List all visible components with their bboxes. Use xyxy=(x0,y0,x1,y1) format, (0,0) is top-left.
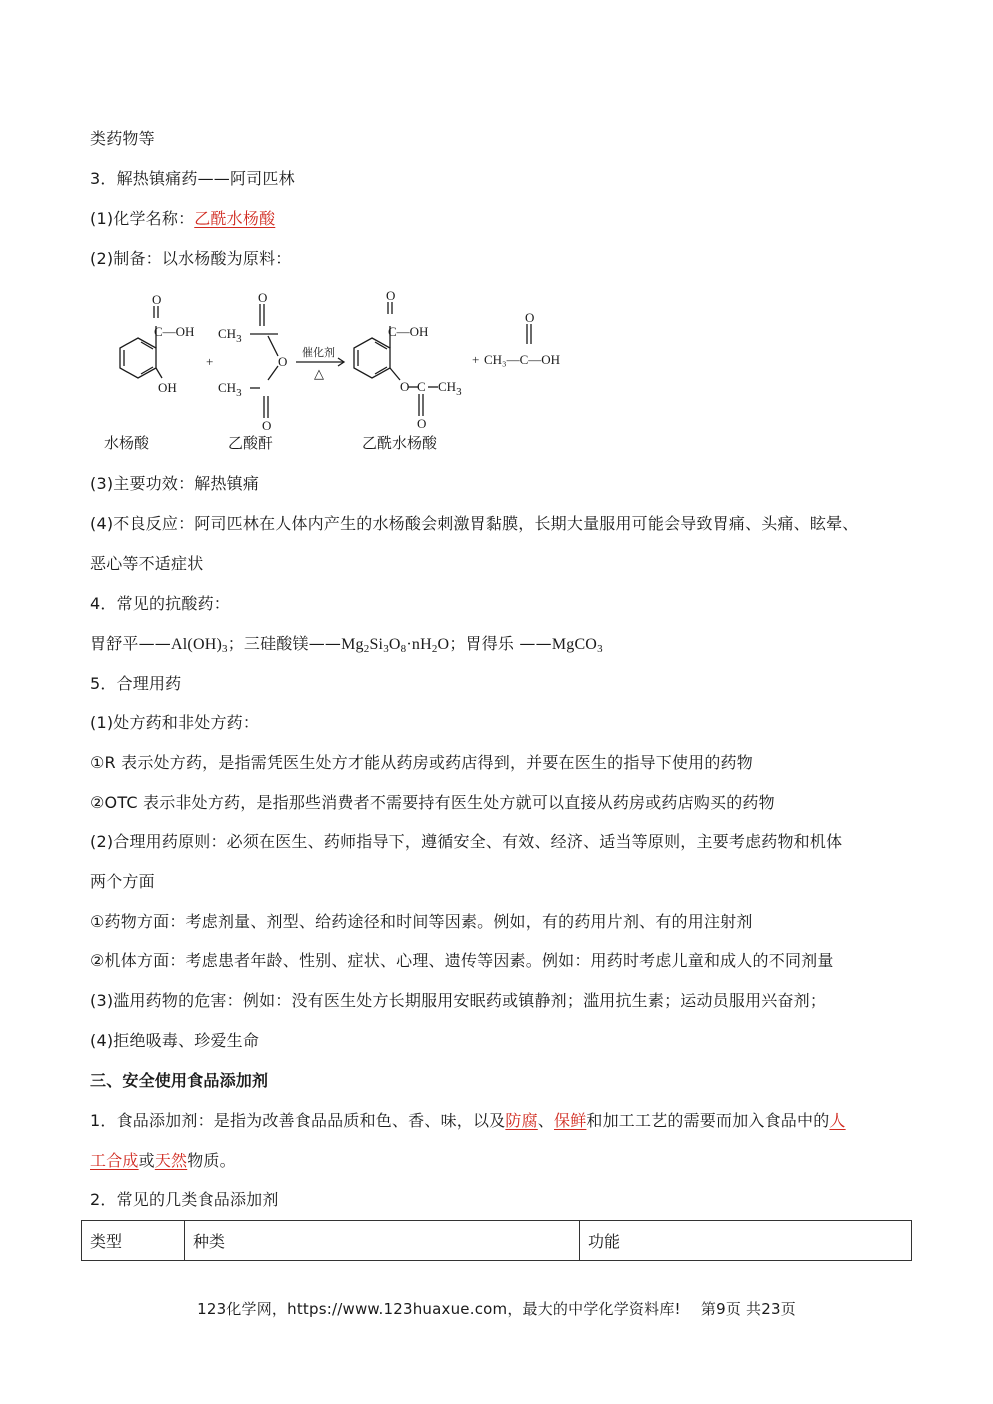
text-line: ①R 表示处方药，是指需凭医生处方才能从药房或药店得到，并要在医生的指导下使用的药物 xyxy=(90,753,753,772)
formula: MgCO$_3$ xyxy=(551,636,603,655)
methyl-label: $CH_3$ xyxy=(438,379,462,398)
text: 和加工工艺的需要而加入食品中的 xyxy=(586,1111,830,1130)
text-line: (2)合理用药原则：必须在医生、药师指导下，遵循安全、有效、经济、适当等原则，主要考虑药物和机体 xyxy=(90,832,843,851)
page-footer: 123化学网，https://www.123huaxue.com，最大的中学化学资料库! 第9页 共23页 xyxy=(197,1300,796,1318)
compound-name-aspirin: 乙酰水杨酸 xyxy=(362,434,438,452)
table-header-cell: 种类 xyxy=(185,1221,580,1261)
methyl-label: $CH_3$ xyxy=(218,380,242,399)
food-additive-table xyxy=(81,1220,912,1261)
text-line: (2)制备：以水杨酸为原料： xyxy=(90,249,292,268)
text-line: (3)主要功效：解热镇痛 xyxy=(90,474,260,493)
table-header-cell: 功能 xyxy=(580,1221,912,1261)
text-line: ②机体方面：考虑患者年龄、性别、症状、心理、遗传等因素。例如：用药时考虑儿童和成人的不同剂量 xyxy=(90,951,834,970)
drug-name: 胃舒平—— xyxy=(90,634,172,653)
table-header-cell: 类型 xyxy=(82,1221,185,1261)
text-line: 恶心等不适症状 xyxy=(90,554,204,573)
text-line: (1)处方药和非处方药： xyxy=(90,713,260,732)
text-line xyxy=(90,1150,236,1172)
table-header-row xyxy=(82,1221,912,1261)
section-heading-aspirin: 3．解热镇痛药——阿司匹林 xyxy=(90,169,295,188)
oxygen-label: O xyxy=(417,416,427,431)
acetic-acid-label: CH₃—C—OH xyxy=(484,352,561,367)
carboxyl-label: C—OH xyxy=(154,324,195,339)
carboxyl-label: C—OH xyxy=(388,324,429,339)
text-line: ②OTC 表示非处方药，是指那些消费者不需要持有医生处方就可以直接从药房或药店购买的药物 xyxy=(90,793,775,812)
answer-text: 天然 xyxy=(154,1151,188,1170)
ester-oxygen-label: O xyxy=(400,379,410,394)
answer-text: 保鲜 xyxy=(554,1111,587,1130)
text: 1．食品添加剂：是指为改善食品品质和色、香、味，以及 xyxy=(90,1111,506,1130)
oxygen-label: O xyxy=(525,310,535,325)
section-heading-antacids: 4．常见的抗酸药： xyxy=(90,594,230,613)
section-heading-rational-use: 5．合理用药 xyxy=(90,674,182,693)
methyl-label: $CH_3$ xyxy=(218,326,242,345)
bridge-oxygen-label: O xyxy=(278,354,288,369)
compound-name-anhydride: 乙酸酐 xyxy=(228,434,274,452)
formula: $Al(OH)_3$ xyxy=(171,636,228,655)
oxygen-label: O xyxy=(152,292,162,307)
answer-text: 人 xyxy=(829,1111,846,1130)
label: (1)化学名称： xyxy=(90,209,195,228)
oxygen-label: O xyxy=(258,290,268,305)
text-line: 2．常见的几类食品添加剂 xyxy=(90,1190,279,1209)
text-line: ①药物方面：考虑剂量、剂型、给药途径和时间等因素。例如，有的药用片剂、有的用注射剂 xyxy=(90,912,753,931)
plus-sign: + xyxy=(472,352,480,367)
text-line: 类药物等 xyxy=(90,129,155,148)
hydroxyl-label: OH xyxy=(158,380,177,395)
answer-text: 乙酰水杨酸 xyxy=(194,209,276,228)
answer-text: 工合成 xyxy=(90,1151,139,1170)
aspirin-synthesis-scheme xyxy=(100,288,580,458)
catalyst-label: 催化剂 xyxy=(302,346,335,359)
answer-text: 防腐 xyxy=(505,1111,538,1130)
text: 、 xyxy=(537,1111,554,1130)
plus-sign: + xyxy=(206,354,214,369)
text-line: (4)不良反应：阿司匹林在人体内产生的水杨酸会刺激胃黏膜，长期大量服用可能会导致胃痛、头痛、眩晕、 xyxy=(90,514,859,533)
drug-name: ；胃得乐 —— xyxy=(449,634,552,653)
compound-name-salicylic: 水杨酸 xyxy=(104,434,150,452)
drug-name: ；三硅酸镁—— xyxy=(227,634,342,653)
oxygen-label: O xyxy=(262,418,272,433)
text: 物质。 xyxy=(187,1151,236,1170)
carbon-label: C xyxy=(417,379,426,394)
text-line xyxy=(90,208,275,230)
text-line xyxy=(90,1110,846,1132)
text-line: 两个方面 xyxy=(90,872,155,891)
antacid-formula-line xyxy=(90,633,603,656)
formula: $Mg_2Si_3O_8\cdot nH_2O$ xyxy=(341,636,450,655)
text: 或 xyxy=(138,1151,155,1170)
section-heading-food-additives: 三、安全使用食品添加剂 xyxy=(90,1071,269,1090)
text-line: (4)拒绝吸毒、珍爱生命 xyxy=(90,1031,260,1050)
heat-symbol: △ xyxy=(314,366,324,381)
text-line: (3)滥用药物的危害：例如：没有医生处方长期服用安眠药或镇静剂；滥用抗生素；运动员服用兴奋剂； xyxy=(90,991,827,1010)
oxygen-label: O xyxy=(386,288,396,303)
